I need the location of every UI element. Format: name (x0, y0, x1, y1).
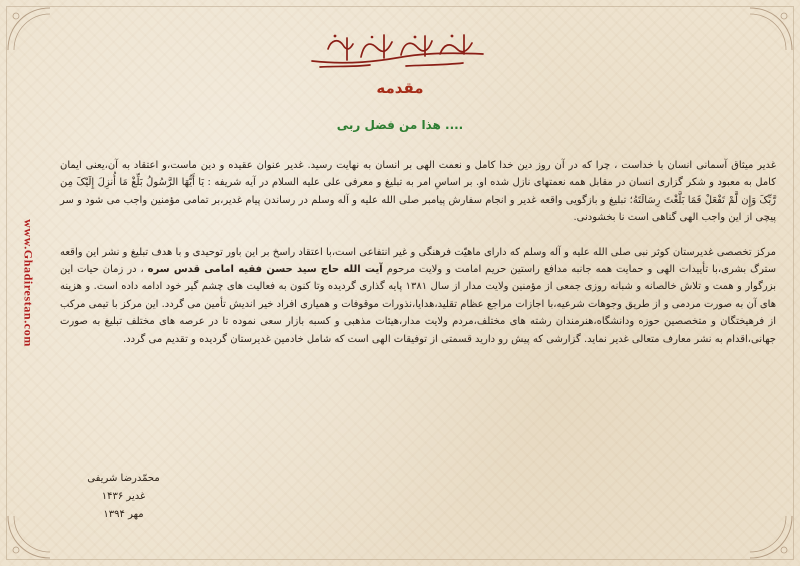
signature-block (71, 470, 176, 524)
page-title: مقدمه (376, 79, 424, 97)
corner-ornament-top-left (6, 6, 52, 52)
paragraph-2-part-2: ، در زمان حیات این بزرگوار و همت و تلاش خالصانه و شبانه روزی جمعی از مؤمنین ولایت مدار از سال ۱۳۸۱ پایه گذاری گردیده وتا کنون به فعالیت های چشم گیر خود ادامه داده است. و هزینه های آن به صورت مردمی و از طریق وجوهات شرعیه،با اجازات مراجع عظام تقلید،هدایا،نذورات موقوفات و همیاری افراد خیر اندیش تأمین می گردد. این مرکز با تیمی مرکب از فرهیختگان و متخصصین حوزه ودانشگاه،هنرمندان رشته های مختلف،مردم ولایت مدار،هیئات مذهبی و کسبه بازار سعی نموده تا در عرصه های مختلف تبلیغ به صورت جهانی،اقدام به نشر معارف متعالی غدیر نماید. گزارشی که پیش رو دارید قسمتی از توفیقات الهی است که شامل خادمین غدیرستان گردیده و تقدیم می گردد. (60, 264, 776, 345)
corner-ornament-bottom-left (6, 514, 52, 560)
signature-date-2: مهر ۱۳۹۴ (103, 509, 144, 520)
paragraph-2-part-1: مرکز تخصصی غدیرستان کوثر نبی صلی الله علیه و آله وسلم که دارای ماهیّت فرهنگی و غیر انتفاعی است،با اعتقاد راسخ بر این باور توحیدی و با هدف تبلیغ و نشر این واقعه سترگ بشری،با تأییدات الهی و حمایت همه جانبه مدافع راستین حریم امامت و ولایت مرحوم (60, 246, 776, 276)
article-body (60, 157, 776, 348)
basmala-calligraphy (300, 30, 500, 72)
signature-date-1: غدیر ۱۴۳۶ (101, 491, 146, 502)
paragraph-2 (60, 244, 776, 348)
paragraph-2-bold: آیت الله حاج سید حسن فقیه امامی قدس سره (147, 264, 383, 276)
signature-name: محمّدرضا شریفی (87, 473, 160, 484)
paragraph-1: غدیر میثاق آسمانی انسان با خداست ، چرا که در آن روز دین خدا کامل و نعمت الهی بر انسان به نهایت رسید. غدیر عنوان عقیده و دین ماست،و اعتقاد به آن،یعنی ایمان کامل به معبود و شکر گزاری انسان در مقابل همه نعمتهای نازل شده او. بر اساسِ امر به تبلیغ و معرفی علی علیه السلام در آیه شریفه : یَا أَیُّهَا الرَّسُولُ بَلِّغْ مَا أُنزِلَ إِلَیْکَ مِن رَّبِّکَ وَإِن لَّمْ تَفْعَلْ فَمَا بَلَّغْتَ رِسَالَتَهُ؛ تبلیغ و بازگویی واقعه غدیر و انجام سفارش پیامبر صلی الله علیه و آله وسلم در رساندن پیام غدیر،بر تمامی مؤمنین واجب می شود و سر پیچی از این واجب الهی گناهی است نا بخشودنی. (60, 160, 776, 224)
page-subtitle: هذا من فضل ربی .... (336, 118, 464, 132)
corner-ornament-bottom-right (748, 514, 794, 560)
side-website-text: www.Ghadirestan.com (21, 219, 36, 347)
corner-ornament-top-right (748, 6, 794, 52)
